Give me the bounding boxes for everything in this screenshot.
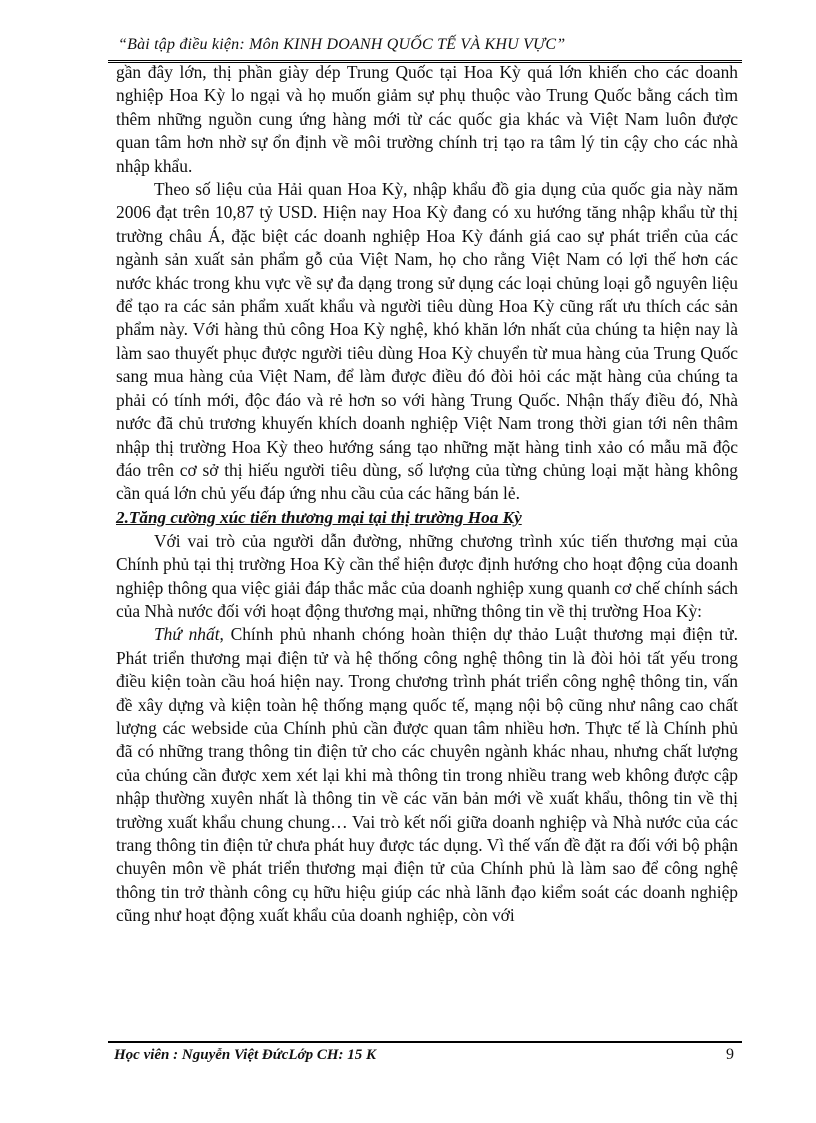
page-number: 9 bbox=[726, 1046, 734, 1063]
section-heading: 2.Tăng cường xúc tiến thương mại tại thị trường Hoa Kỳ bbox=[116, 507, 522, 527]
header-title: “Bài tập điều kiện: Môn KINH DOANH QUỐC TẾ VÀ KHU VỰC” bbox=[118, 36, 566, 53]
paragraph-first-measure bbox=[116, 623, 738, 927]
paragraph-import-statistics: Theo số liệu của Hải quan Hoa Kỳ, nhập khẩu đồ gia dụng của quốc gia này năm 2006 đạt trên 10,87 tỷ USD. Hiện nay Hoa Kỳ đang có xu hướng tăng nhập khẩu từ thị trường châu Á, đặc biệt các doanh nghiệp Hoa Kỳ đánh giá cao sự phát triển của các ngành sản xuất sản phẩm gỗ của Việt Nam, họ cho rằng Việt Nam có lợi thế hơn các nước khác trong khu vực về sự đa dạng trong sử dụng các loại chủng loại gỗ nguyên liệu để tạo ra các sản phẩm xuất khẩu và người tiêu dùng Hoa Kỳ cũng rất ưu thích các sản phẩm này. Với hàng thủ công Hoa Kỳ nghệ, khó khăn lớn nhất của chúng ta hiện nay là làm sao thuyết phục được người tiêu dùng Hoa Kỳ chuyển từ mua hàng của Trung Quốc sang mua hàng của Việt Nam, để làm được điều đó đòi hỏi các mặt hàng của chúng ta phải có tính mới, độc đáo và rẻ hơn so với hàng Trung Quốc. Nhận thấy điều đó, Nhà nước đã chủ trương khuyến khích doanh nghiệp Việt Nam trong thời gian tới nên thâm nhập thị trường Hoa Kỳ theo hướng sáng tạo những mặt hàng tinh xảo có mẫu mã độc đáo trên cơ sở thị hiếu người tiêu dùng, số lượng của từng chủng loại mặt hàng không cần quá lớn chủ yếu đáp ứng nhu cầu của các hãng bán lẻ. bbox=[116, 179, 738, 504]
page-header bbox=[108, 33, 742, 63]
footer-author: Học viên : Nguyễn Việt ĐứcLớp CH: 15 K bbox=[114, 1047, 377, 1063]
paragraph-continuation: gần đây lớn, thị phần giày dép Trung Quốc tại Hoa Kỳ quá lớn khiến cho các doanh nghiệp Hoa Kỳ lo ngại và họ muốn giảm sự phụ thuộc vào Trung Quốc bằng cách tìm thêm những nguồn cung ứng hàng mới từ các quốc gia khác và Việt Nam luôn được quan tâm hơn nhờ sự ổn định về môi trường chính trị tạo ra tâm lý tin cậy cho các nhà nhập khẩu. bbox=[116, 62, 738, 176]
paragraph-trade-promotion: Với vai trò của người dẫn đường, những chương trình xúc tiến thương mại của Chính phủ tại thị trường Hoa Kỳ cần thể hiện được định hướng cho hoạt động của doanh nghiệp thông qua việc giải đáp thắc mắc của doanh nghiệp xung quanh cơ chế chính sách của Nhà nước đối với hoạt động thương mại, những thông tin về thị trường Hoa Kỳ: bbox=[116, 530, 738, 621]
paragraph-lead-term: Thứ nhất bbox=[154, 624, 220, 645]
document-body bbox=[116, 61, 738, 928]
page-footer bbox=[108, 1041, 742, 1069]
paragraph-first-measure-text: , Chính phủ nhanh chóng hoàn thiện dự thảo Luật thương mại điện tử. Phát triển thương mại điện tử và hệ thống công nghệ thông tin là đòi hỏi tất yếu trong điều kiện toàn cầu hoá hiện nay. Trong chương trình phát triển công nghệ thông tin, vấn đề xây dựng và kiện toàn hệ thống mạng quốc tế, mạng nội bộ cũng như nâng cao chất lượng các webside của Chính phủ cần được quan tâm nhiều hơn. Thực tế là Chính phủ đã có những trang thông tin điện tử cho các chuyên ngành khác nhau, nhưng chất lượng của chúng cần được xem xét lại khi mà thông tin trong nhiều trang web không được cập nhập thường xuyên nhất là thông tin về các văn bản mới về xuất khẩu, thông tin về thị trường xuất khẩu chung chung… Vai trò kết nối giữa doanh nghiệp và Nhà nước của các trang thông tin điện tử chưa phát huy được tác dụng. Vì thế vấn đề đặt ra đối với bộ phận chuyên môn về phát triển thương mại điện tử của Chính phủ là làm sao để công nghệ thông tin trở thành công cụ hữu hiệu giúp các nhà lãnh đạo kiểm soát các doanh nghiệp cũng như hoạt động xuất khẩu của doanh nghiệp, còn với bbox=[116, 624, 738, 926]
